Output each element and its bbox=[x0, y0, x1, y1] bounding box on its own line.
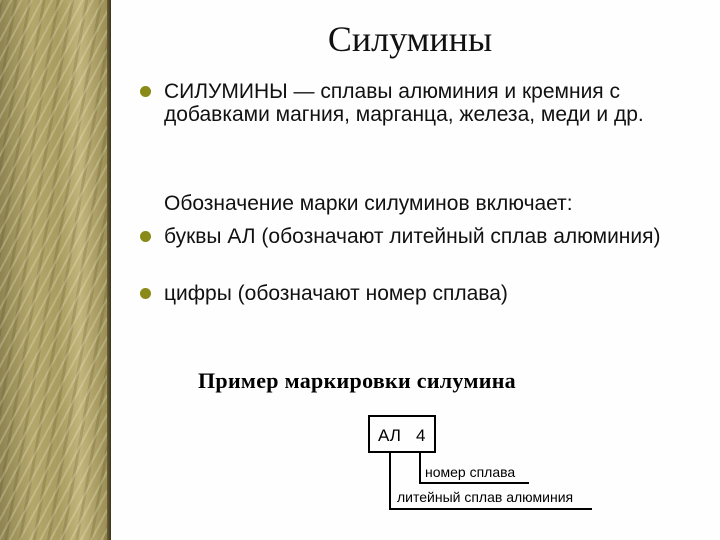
connector-number-vertical bbox=[419, 453, 421, 483]
bullet-dot-icon bbox=[140, 231, 151, 242]
bullet-dot-icon bbox=[140, 86, 151, 97]
example-title: Пример маркировки силумина bbox=[198, 368, 516, 393]
slide-title: Силумины bbox=[327, 19, 493, 59]
bullet-dot-icon bbox=[140, 288, 151, 299]
connector-letters-underline bbox=[389, 508, 592, 510]
bullet-text: СИЛУМИНЫ — сплавы алюминия и кремния с добавками магния, марганца, железа, меди и др. bbox=[164, 80, 644, 126]
sidebar-edge bbox=[107, 0, 111, 540]
grade-number: 4 bbox=[416, 426, 426, 445]
marking-intro: Обозначение марки силуминов включает: bbox=[164, 192, 573, 215]
connector-number-underline bbox=[419, 482, 529, 484]
label-cast-alloy: литейный сплав алюминия bbox=[397, 489, 574, 505]
label-alloy-number: номер сплава bbox=[425, 464, 516, 480]
bullet-text: цифры (обозначают номер сплава) bbox=[164, 282, 508, 305]
decorative-sidebar bbox=[0, 0, 107, 540]
bullet-text: буквы АЛ (обозначают литейный сплав алюминия) bbox=[164, 225, 661, 248]
grade-letters: АЛ bbox=[378, 426, 401, 445]
connector-letters-vertical bbox=[389, 453, 391, 509]
